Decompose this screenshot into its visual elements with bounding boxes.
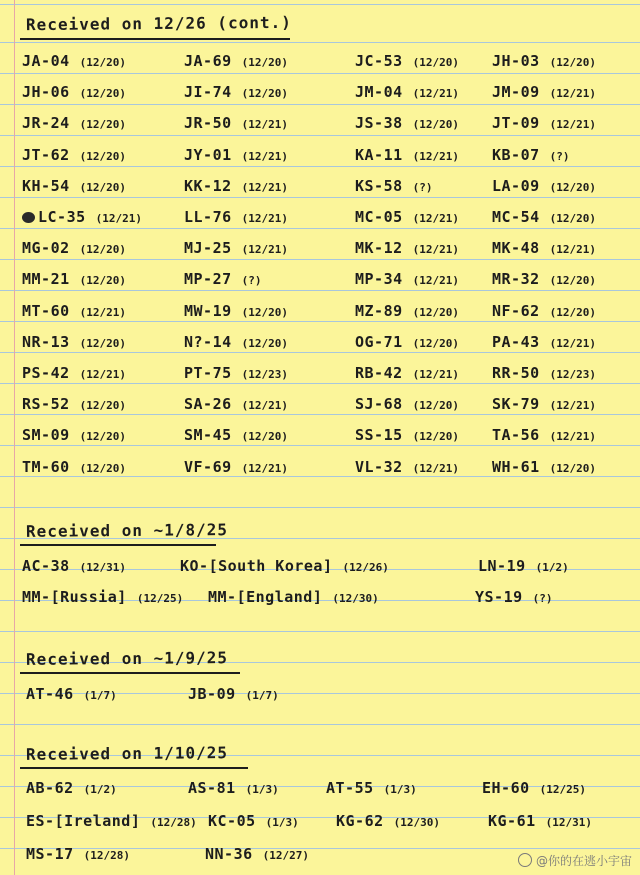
entry-code: AT-46 <box>26 685 74 703</box>
entry-date: (12/21) <box>79 305 127 319</box>
entry-date: (12/21) <box>241 461 289 475</box>
entry-code: JC-53 <box>355 52 403 70</box>
sender-entry <box>475 588 553 606</box>
entry-row <box>0 208 640 234</box>
entry-code: MJ-25 <box>184 239 232 258</box>
entry-code: KB-07 <box>492 145 540 164</box>
entry-date: (12/20) <box>549 212 597 225</box>
sender-entry <box>355 302 459 320</box>
entry-date: (12/21) <box>241 118 289 132</box>
entry-code: JT-62 <box>22 145 70 164</box>
sender-entry <box>492 426 596 444</box>
sender-entry <box>22 146 126 164</box>
sender-entry <box>184 177 288 195</box>
entry-date: (1/7) <box>83 689 117 702</box>
sender-entry <box>492 302 596 320</box>
sender-entry <box>355 52 459 70</box>
entry-date: (12/21) <box>549 430 597 444</box>
entry-code: ES-[Ireland] <box>26 812 141 830</box>
sender-entry <box>355 114 459 132</box>
sender-entry <box>482 779 586 797</box>
entry-date: (12/20) <box>79 274 127 288</box>
entry-code: LN-19 <box>478 557 526 575</box>
entry-date: (12/31) <box>545 816 593 829</box>
sender-entry <box>22 557 126 575</box>
entry-code: JS-38 <box>355 114 403 133</box>
entry-date: (12/20) <box>79 56 127 69</box>
entry-row <box>0 458 640 484</box>
entry-code: MP-27 <box>184 270 232 289</box>
entry-date: (1/2) <box>535 561 569 574</box>
heading-underline <box>20 672 240 674</box>
sender-entry <box>184 364 288 382</box>
watermark-text: @你的在逃小宇宙 <box>535 854 632 868</box>
sender-entry <box>355 364 459 382</box>
entry-date: (12/21) <box>241 149 289 163</box>
entry-date: (12/21) <box>241 399 289 413</box>
entry-date: (12/20) <box>412 430 460 444</box>
sender-entry <box>22 83 126 101</box>
sender-entry <box>22 52 126 70</box>
entry-code: TM-60 <box>22 457 70 476</box>
entry-code: JB-09 <box>188 685 236 703</box>
entry-date: (12/20) <box>549 305 597 319</box>
entry-date: (12/28) <box>83 849 131 862</box>
sender-entry <box>184 83 288 101</box>
entry-date: (?) <box>549 149 570 163</box>
entry-code: SM-45 <box>184 426 232 445</box>
sender-entry <box>26 779 117 797</box>
entry-date: (12/21) <box>549 399 597 413</box>
sender-entry <box>205 845 309 863</box>
entry-code: LA-09 <box>492 176 540 195</box>
entry-date: (12/20) <box>79 399 127 413</box>
sender-entry <box>326 779 417 797</box>
entry-code: JA-69 <box>184 52 232 70</box>
entry-code: MP-34 <box>355 270 403 289</box>
sender-entry <box>492 364 596 382</box>
sender-entry <box>492 83 596 101</box>
entry-code: VL-32 <box>355 457 403 476</box>
sender-entry <box>355 395 459 413</box>
entry-date: (12/20) <box>79 149 127 163</box>
sender-entry <box>492 52 596 70</box>
entry-date: (12/21) <box>412 243 460 257</box>
sender-entry <box>355 239 459 257</box>
sender-entry <box>492 208 596 226</box>
sender-entry <box>22 270 126 288</box>
entry-date: (12/21) <box>412 149 460 163</box>
entry-date: (12/20) <box>79 336 127 350</box>
entry-row <box>0 239 640 265</box>
entry-code: AS-81 <box>188 779 236 797</box>
weibo-icon <box>518 853 532 867</box>
sender-entry <box>184 52 288 70</box>
entry-code: PT-75 <box>184 364 232 382</box>
sender-entry <box>22 395 126 413</box>
entry-code: AC-38 <box>22 557 70 575</box>
section-heading: Received on ~1/9/25 <box>25 648 229 669</box>
entry-date: (1/2) <box>83 783 117 796</box>
entry-code: WH-61 <box>492 457 540 476</box>
entry-code: MG-02 <box>22 239 70 258</box>
entry-code: KG-62 <box>336 812 384 830</box>
entry-row <box>0 270 640 296</box>
entry-code: JM-09 <box>492 83 540 102</box>
entry-date: (12/20) <box>549 180 597 194</box>
entry-code: JR-24 <box>22 114 70 133</box>
sender-entry <box>22 458 126 476</box>
entry-date: (12/25) <box>136 592 184 605</box>
sender-entry <box>184 146 288 164</box>
entry-code: KH-54 <box>22 176 70 195</box>
watermark <box>518 852 632 869</box>
entry-code: MW-19 <box>184 301 232 320</box>
sender-entry <box>355 83 459 101</box>
entry-code: JA-04 <box>22 52 70 70</box>
entry-code: SS-15 <box>355 426 403 445</box>
entry-code: MK-12 <box>355 239 403 258</box>
entry-code: JT-09 <box>492 114 540 133</box>
sender-entry <box>355 458 459 476</box>
entry-date: (12/21) <box>241 212 289 225</box>
entry-code: KC-05 <box>208 812 256 830</box>
entry-date: (12/26) <box>342 561 389 574</box>
entry-date: (12/20) <box>241 305 289 319</box>
entry-date: (12/20) <box>412 399 460 413</box>
entry-code: KO-[South Korea] <box>180 557 333 575</box>
entry-code: MC-05 <box>355 208 403 226</box>
entry-date: (12/21) <box>79 368 127 381</box>
sender-entry <box>478 557 569 575</box>
entry-code: MM-[Russia] <box>22 588 127 606</box>
sender-entry <box>22 364 126 382</box>
entry-code: JI-74 <box>184 83 232 102</box>
entry-row <box>0 426 640 452</box>
entry-date: (1/3) <box>383 783 417 796</box>
entry-code: VF-69 <box>184 457 232 476</box>
entry-date: (12/30) <box>332 592 379 605</box>
entry-code: NN-36 <box>205 845 253 863</box>
sender-entry <box>492 333 596 351</box>
entry-date: (?) <box>412 180 433 194</box>
entry-code: JH-06 <box>22 83 70 102</box>
sender-entry <box>22 333 126 351</box>
sender-entry <box>492 395 596 413</box>
sender-entry <box>492 458 596 476</box>
entry-code: N?-14 <box>184 332 232 351</box>
entry-date: (12/20) <box>241 430 289 444</box>
entry-code: JM-04 <box>355 83 403 102</box>
sender-entry <box>355 426 459 444</box>
sender-entry <box>184 395 288 413</box>
entry-code: MC-54 <box>492 208 540 226</box>
sender-entry <box>22 588 183 606</box>
sender-entry <box>180 557 389 575</box>
sender-entry <box>22 177 126 195</box>
sender-entry <box>492 146 570 164</box>
entry-date: (12/21) <box>412 274 460 288</box>
entry-date: (12/21) <box>412 87 460 101</box>
entry-code: NR-13 <box>22 332 70 351</box>
sender-entry <box>22 302 126 320</box>
entry-row <box>0 83 640 109</box>
entry-row <box>0 779 640 805</box>
sender-entry <box>184 270 262 288</box>
entry-date: (12/21) <box>241 243 289 257</box>
sender-entry <box>492 177 596 195</box>
sender-entry <box>355 208 459 226</box>
sender-entry <box>208 812 299 830</box>
entry-code: AT-55 <box>326 779 374 797</box>
sender-entry <box>488 812 592 830</box>
sender-entry <box>184 333 288 351</box>
heading-underline <box>20 38 290 40</box>
section-heading: Received on 12/26 (cont.) <box>25 12 292 35</box>
entry-row <box>0 588 640 614</box>
entry-date: (12/20) <box>412 305 460 319</box>
entry-date: (12/20) <box>241 336 289 350</box>
entry-date: (12/20) <box>241 87 289 101</box>
entry-date: (12/20) <box>79 180 127 194</box>
sender-entry <box>184 426 288 444</box>
entry-date: (1/3) <box>265 816 299 829</box>
entry-row <box>0 52 640 78</box>
entry-date: (12/20) <box>412 56 460 69</box>
entry-row <box>0 364 640 390</box>
entry-date: (12/21) <box>549 243 597 257</box>
entry-date: (12/21) <box>412 212 460 225</box>
entry-code: SJ-68 <box>355 395 403 414</box>
entry-date: (?) <box>241 274 262 288</box>
entry-date: (12/20) <box>79 118 127 132</box>
entry-code: JY-01 <box>184 145 232 164</box>
entry-date: (12/25) <box>539 783 587 796</box>
sender-entry <box>184 208 288 226</box>
entry-date: (12/23) <box>549 368 597 381</box>
sender-entry <box>355 270 459 288</box>
entry-code: RR-50 <box>492 364 540 382</box>
entry-code: MK-48 <box>492 239 540 258</box>
sender-entry <box>26 685 117 703</box>
entry-code: JH-03 <box>492 52 540 70</box>
entry-row <box>0 333 640 359</box>
sender-entry <box>22 426 126 444</box>
section-heading: Received on ~1/8/25 <box>25 520 229 541</box>
entry-code: AB-62 <box>26 779 74 797</box>
section-heading: Received on 1/10/25 <box>25 743 229 764</box>
entry-code: SA-26 <box>184 395 232 414</box>
entry-date: (12/23) <box>241 368 289 381</box>
entry-code: KG-61 <box>488 812 536 830</box>
entry-date: (12/20) <box>241 56 289 69</box>
sender-entry <box>188 685 279 703</box>
sender-entry <box>22 114 126 132</box>
entry-date: (12/30) <box>393 816 441 829</box>
sender-entry <box>184 239 288 257</box>
entry-code: MT-60 <box>22 301 70 320</box>
sender-entry <box>184 302 288 320</box>
entry-date: (12/20) <box>79 87 127 101</box>
sender-entry <box>184 114 288 132</box>
entry-code: EH-60 <box>482 779 530 797</box>
entry-code: LC-35 <box>38 208 86 226</box>
sender-entry <box>208 588 379 606</box>
sender-entry <box>336 812 440 830</box>
entry-row <box>0 114 640 140</box>
entry-code: KS-58 <box>355 176 403 195</box>
entry-row <box>0 812 640 838</box>
entry-row <box>0 557 640 583</box>
entry-date: (12/21) <box>549 336 597 350</box>
entry-date: (12/20) <box>549 274 597 288</box>
entry-row <box>0 685 640 711</box>
entry-code: RB-42 <box>355 364 403 382</box>
entry-date: (12/20) <box>79 430 127 444</box>
entry-code: MS-17 <box>26 845 74 863</box>
heading-underline <box>20 544 216 546</box>
entry-code: PS-42 <box>22 364 70 382</box>
entry-code: TA-56 <box>492 426 540 445</box>
entry-date: (12/21) <box>549 87 597 101</box>
heading-underline <box>20 767 248 769</box>
entry-date: (12/21) <box>412 461 460 475</box>
entry-date: (12/20) <box>79 243 127 257</box>
entry-code: MR-32 <box>492 270 540 289</box>
entry-code: YS-19 <box>475 588 523 606</box>
sender-entry <box>492 114 596 132</box>
entry-code: MM-[England] <box>208 588 323 606</box>
entry-row <box>0 302 640 328</box>
entry-code: SK-79 <box>492 395 540 414</box>
sender-entry <box>22 239 126 257</box>
sender-entry <box>26 845 130 863</box>
entry-row <box>0 146 640 172</box>
entry-date: (?) <box>532 592 553 605</box>
sender-entry <box>188 779 279 797</box>
entry-date: (12/21) <box>241 180 289 194</box>
entry-date: (1/3) <box>245 783 279 796</box>
sender-entry <box>492 270 596 288</box>
entry-row <box>0 395 640 421</box>
scribble-mark <box>22 212 35 223</box>
entry-code: PA-43 <box>492 332 540 351</box>
entry-code: KA-11 <box>355 145 403 164</box>
entry-date: (12/20) <box>79 461 127 475</box>
entry-date: (12/31) <box>79 561 127 574</box>
entry-date: (12/21) <box>412 368 460 381</box>
entry-date: (12/21) <box>95 212 143 225</box>
sender-entry <box>184 458 288 476</box>
entry-code: MZ-89 <box>355 301 403 320</box>
entry-code: OG-71 <box>355 332 403 351</box>
sender-entry <box>26 812 197 830</box>
entry-date: (12/21) <box>549 118 597 132</box>
sender-entry <box>355 177 433 195</box>
entry-date: (12/20) <box>549 461 597 475</box>
sender-entry <box>355 333 459 351</box>
entry-code: LL-76 <box>184 208 232 226</box>
sender-entry <box>22 208 142 226</box>
entry-code: JR-50 <box>184 114 232 133</box>
entry-date: (12/20) <box>412 118 460 132</box>
entry-date: (1/7) <box>245 689 279 702</box>
sender-entry <box>492 239 596 257</box>
entry-date: (12/28) <box>150 816 197 829</box>
entry-code: MM-21 <box>22 270 70 289</box>
entry-date: (12/20) <box>549 56 597 69</box>
sender-entry <box>355 146 459 164</box>
entry-code: KK-12 <box>184 176 232 195</box>
entry-code: RS-52 <box>22 395 70 414</box>
entry-date: (12/20) <box>412 336 460 350</box>
entry-code: NF-62 <box>492 301 540 320</box>
entry-row <box>0 177 640 203</box>
entry-date: (12/27) <box>262 849 310 862</box>
entry-code: SM-09 <box>22 426 70 445</box>
